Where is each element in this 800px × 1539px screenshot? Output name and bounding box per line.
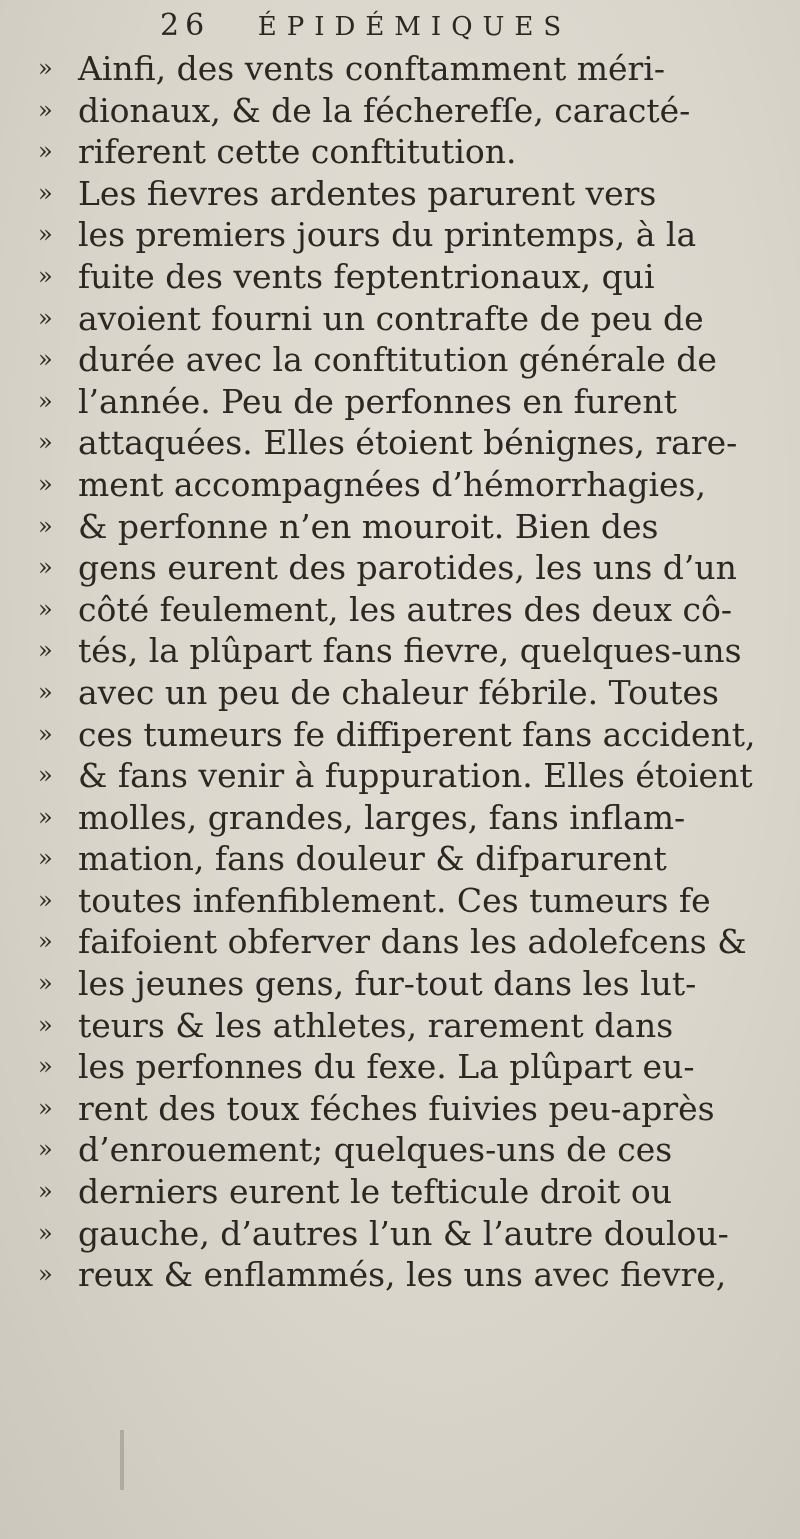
line-text: & perfonne n’en mouroit. Bien des (78, 506, 659, 546)
quote-mark: » (38, 844, 53, 873)
line-text: mation, fans douleur & difparurent (78, 839, 667, 879)
text-line (38, 131, 778, 173)
line-text: gauche, d’autres l’un & l’autre doulou- (78, 1213, 729, 1253)
quote-mark: » (38, 511, 53, 540)
quote-mark: » (38, 303, 53, 332)
line-text: Ainfi, des vents conftamment méri- (78, 49, 665, 88)
text-line (38, 630, 778, 672)
text-line (38, 381, 778, 423)
line-text: ces tumeurs fe diffiperent fans accident, (78, 714, 756, 754)
text-line (38, 173, 778, 215)
line-text: les premiers jours du printemps, à la (78, 215, 697, 255)
line-text: reux & enflammés, les uns avec fievre, (78, 1255, 727, 1295)
text-line (38, 1046, 778, 1088)
quote-mark: » (38, 220, 53, 249)
line-text: tés, la plûpart fans fievre, quelques-uns (78, 631, 742, 671)
quote-mark: » (38, 345, 53, 374)
quote-mark: » (38, 1010, 53, 1039)
quote-mark: » (38, 761, 53, 790)
quote-mark: » (38, 553, 53, 582)
text-line (38, 214, 778, 256)
line-text: derniers eurent le tefticule droit ou (78, 1172, 672, 1212)
page-number: 26 (160, 8, 211, 43)
line-text: attaquées. Elles étoient bénignes, rare- (78, 423, 738, 463)
text-line (38, 1171, 778, 1213)
text-line (38, 1129, 778, 1171)
quote-mark: » (38, 1135, 53, 1164)
quote-mark: » (38, 469, 53, 498)
quote-mark: » (38, 594, 53, 623)
text-line (38, 963, 778, 1005)
line-text: avoient fourni un contrafte de peu de (78, 298, 704, 338)
quote-mark: » (38, 428, 53, 457)
text-line (38, 48, 778, 90)
line-text: Les fievres ardentes parurent vers (78, 173, 657, 213)
quote-mark: » (38, 1218, 53, 1247)
line-text: dionaux, & de la fécherefſe, caracté- (78, 90, 691, 130)
line-text: avec un peu de chaleur fébrile. Toutes (78, 672, 719, 712)
quote-mark: » (38, 95, 53, 124)
quote-mark: » (38, 885, 53, 914)
quote-mark: » (38, 137, 53, 166)
quote-mark: » (38, 927, 53, 956)
quote-mark: » (38, 1177, 53, 1206)
text-line (38, 1213, 778, 1255)
quote-mark: » (38, 1260, 53, 1289)
quote-mark: » (38, 386, 53, 415)
quote-mark: » (38, 54, 53, 82)
line-text: & fans venir à fuppuration. Elles étoient (78, 756, 753, 796)
quote-mark: » (38, 719, 53, 748)
line-text: d’enrouement; quelques-uns de ces (78, 1130, 673, 1170)
text-line (38, 339, 778, 381)
quote-mark: » (38, 1093, 53, 1122)
running-title: ÉPIDÉMIQUES (257, 12, 572, 42)
page-header (160, 8, 760, 48)
line-text: l’année. Peu de perfonnes en furent (78, 381, 677, 421)
line-text: gens eurent des parotides, les uns d’un (78, 548, 737, 588)
text-body (38, 48, 778, 1296)
text-line (38, 880, 778, 922)
text-line (38, 547, 778, 589)
line-text: durée avec la conftitution générale de (78, 340, 717, 380)
text-line (38, 298, 778, 340)
quote-mark: » (38, 677, 53, 706)
quote-mark: » (38, 261, 53, 290)
text-line (38, 714, 778, 756)
line-text: faifoient obferver dans les adolefcens & (78, 922, 747, 962)
text-line (38, 1005, 778, 1047)
quote-mark: » (38, 1052, 53, 1081)
line-text: ment accompagnées d’hémorrhagies, (78, 464, 706, 504)
text-line (38, 256, 778, 298)
line-text: molles, grandes, larges, fans inflam- (78, 797, 686, 837)
text-line (38, 921, 778, 963)
line-text: côté feulement, les autres des deux cô- (78, 589, 733, 629)
text-line (38, 422, 778, 464)
line-text: rent des toux féches fuivies peu-après (78, 1088, 715, 1128)
line-text: les perfonnes du fexe. La plûpart eu- (78, 1047, 695, 1087)
text-line (38, 464, 778, 506)
line-text: fuite des vents feptentrionaux, qui (78, 256, 655, 296)
text-line (38, 797, 778, 839)
text-line (38, 1088, 778, 1130)
text-line (38, 838, 778, 880)
line-text: riferent cette conftitution. (78, 132, 517, 172)
text-line (38, 672, 778, 714)
line-text: toutes infenfiblement. Ces tumeurs fe (78, 880, 711, 920)
text-line (38, 506, 778, 548)
text-line (38, 589, 778, 631)
quote-mark: » (38, 636, 53, 665)
quote-mark: » (38, 969, 53, 998)
quote-mark: » (38, 178, 53, 207)
line-text: les jeunes gens, fur-tout dans les lut- (78, 964, 697, 1004)
page-smudge (120, 1430, 124, 1490)
text-line (38, 90, 778, 132)
quote-mark: » (38, 802, 53, 831)
line-text: teurs & les athletes, rarement dans (78, 1005, 674, 1045)
text-line (38, 1254, 778, 1296)
text-line (38, 755, 778, 797)
